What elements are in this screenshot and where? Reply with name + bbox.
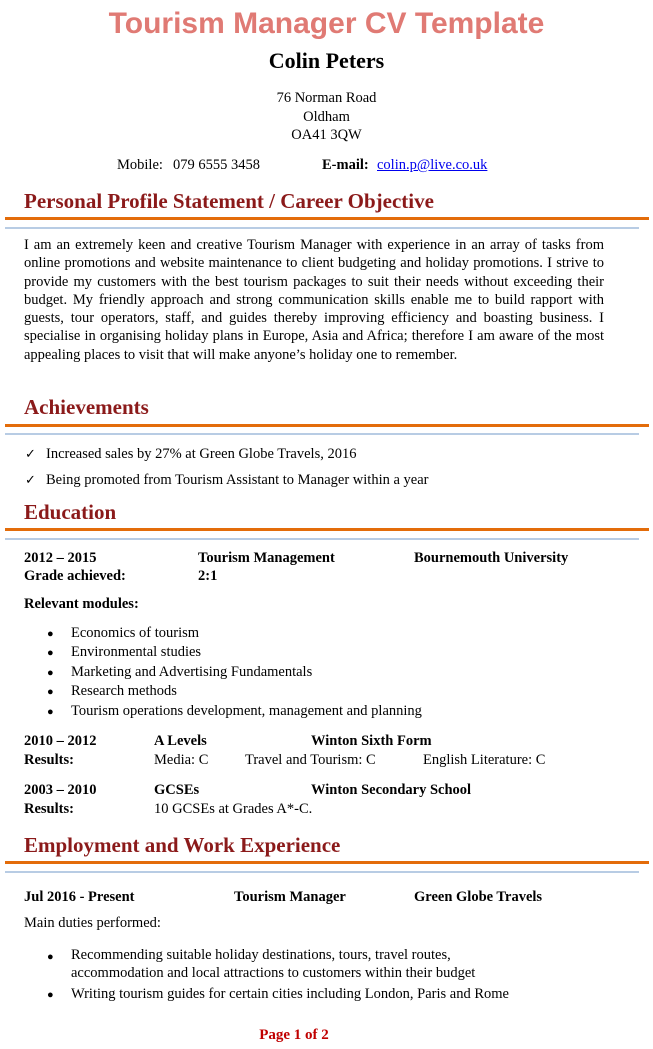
grade-label: Grade achieved: bbox=[24, 568, 126, 584]
alevels-result: English Literature: C bbox=[423, 752, 546, 768]
grade-value: 2:1 bbox=[198, 568, 218, 584]
bullet-icon: ● bbox=[47, 706, 54, 718]
bullet-icon: ● bbox=[47, 628, 54, 640]
alevels-result: Media: C bbox=[154, 752, 209, 768]
alevels-result: Travel and Tourism: C bbox=[245, 752, 376, 768]
section-rule-secondary bbox=[5, 871, 639, 873]
bullet-icon: ● bbox=[47, 686, 54, 698]
mobile-number: 079 6555 3458 bbox=[173, 157, 260, 173]
section-rule bbox=[5, 528, 649, 531]
modules-label: Relevant modules: bbox=[24, 596, 139, 612]
employment-period: Jul 2016 - Present bbox=[24, 889, 135, 905]
profile-text: I am an extremely keen and creative Tourism Manager with experience in an array of tasks from online promotions and website maintenance to client budgeting and holiday promotions. I strive to provide my customers with the best tourism packages to suit their needs without exceeding their budget. My friendly approach and strong communication skills enable me to build rapport with guests, tour operators, staff, and guides thereby improving efficiency and boasting business. I specialise in organising holiday plans in Europe, Asia and Africa; therefore I am aware of the most appealing places to visit that will make anyone’s holiday one to remember. bbox=[24, 237, 604, 363]
education-heading: Education bbox=[24, 500, 117, 524]
section-rule bbox=[5, 424, 649, 427]
degree-institution: Bournemouth University bbox=[414, 550, 569, 566]
candidate-name: Colin Peters bbox=[268, 48, 385, 73]
address-line-3: OA41 3QW bbox=[291, 127, 362, 143]
duty-item: Recommending suitable holiday destinations, tours, travel routes, accommodation and local attractions to customers within their budget bbox=[71, 947, 476, 981]
section-rule bbox=[5, 861, 649, 864]
section-rule bbox=[5, 217, 649, 220]
duties-label: Main duties performed: bbox=[24, 915, 161, 931]
achievement-item: Being promoted from Tourism Assistant to Manager within a year bbox=[46, 472, 429, 488]
page-number: Page 1 of 2 bbox=[259, 1027, 329, 1043]
achievement-item: Increased sales by 27% at Green Globe Travels, 2016 bbox=[46, 446, 357, 462]
employment-employer: Green Globe Travels bbox=[414, 889, 543, 905]
employment-heading: Employment and Work Experience bbox=[24, 833, 341, 857]
achievements-heading: Achievements bbox=[24, 395, 149, 419]
alevels-years: 2010 – 2012 bbox=[24, 733, 97, 749]
module-item: Marketing and Advertising Fundamentals bbox=[71, 664, 313, 680]
profile-heading: Personal Profile Statement / Career Objective bbox=[24, 189, 434, 213]
gcses-result: 10 GCSEs at Grades A*-C. bbox=[154, 801, 313, 817]
section-rule-secondary bbox=[5, 227, 639, 229]
section-rule-secondary bbox=[5, 538, 639, 540]
gcses-qualification: GCSEs bbox=[154, 782, 200, 798]
module-item: Research methods bbox=[71, 683, 177, 699]
email-label: E-mail: bbox=[322, 157, 369, 173]
bullet-icon: ● bbox=[47, 647, 54, 659]
duty-item: Writing tourism guides for certain cities including London, Paris and Rome bbox=[71, 986, 509, 1002]
address-line-2: Oldham bbox=[303, 109, 350, 125]
alevels-institution: Winton Sixth Form bbox=[311, 733, 432, 749]
employment-role: Tourism Manager bbox=[234, 889, 346, 905]
gcses-results-label: Results: bbox=[24, 801, 74, 817]
bullet-icon: ● bbox=[47, 667, 54, 679]
gcses-institution: Winton Secondary School bbox=[311, 782, 472, 798]
bullet-icon: ● bbox=[47, 951, 54, 963]
address-line-1: 76 Norman Road bbox=[276, 90, 377, 106]
check-icon: ✓ bbox=[25, 472, 36, 487]
mobile-label: Mobile: bbox=[117, 157, 163, 173]
bullet-icon: ● bbox=[47, 989, 54, 1001]
alevels-results-label: Results: bbox=[24, 752, 74, 768]
email-link[interactable]: colin.p@live.co.uk bbox=[377, 157, 488, 173]
gcses-years: 2003 – 2010 bbox=[24, 782, 97, 798]
section-rule-secondary bbox=[5, 433, 639, 435]
degree-years: 2012 – 2015 bbox=[24, 550, 97, 566]
alevels-qualification: A Levels bbox=[154, 733, 207, 749]
module-item: Environmental studies bbox=[71, 644, 202, 660]
module-item: Economics of tourism bbox=[71, 625, 200, 641]
check-icon: ✓ bbox=[25, 446, 36, 461]
banner-title: Tourism Manager CV Template bbox=[108, 7, 545, 40]
degree-course: Tourism Management bbox=[198, 550, 335, 566]
module-item: Tourism operations development, management and planning bbox=[71, 703, 422, 719]
